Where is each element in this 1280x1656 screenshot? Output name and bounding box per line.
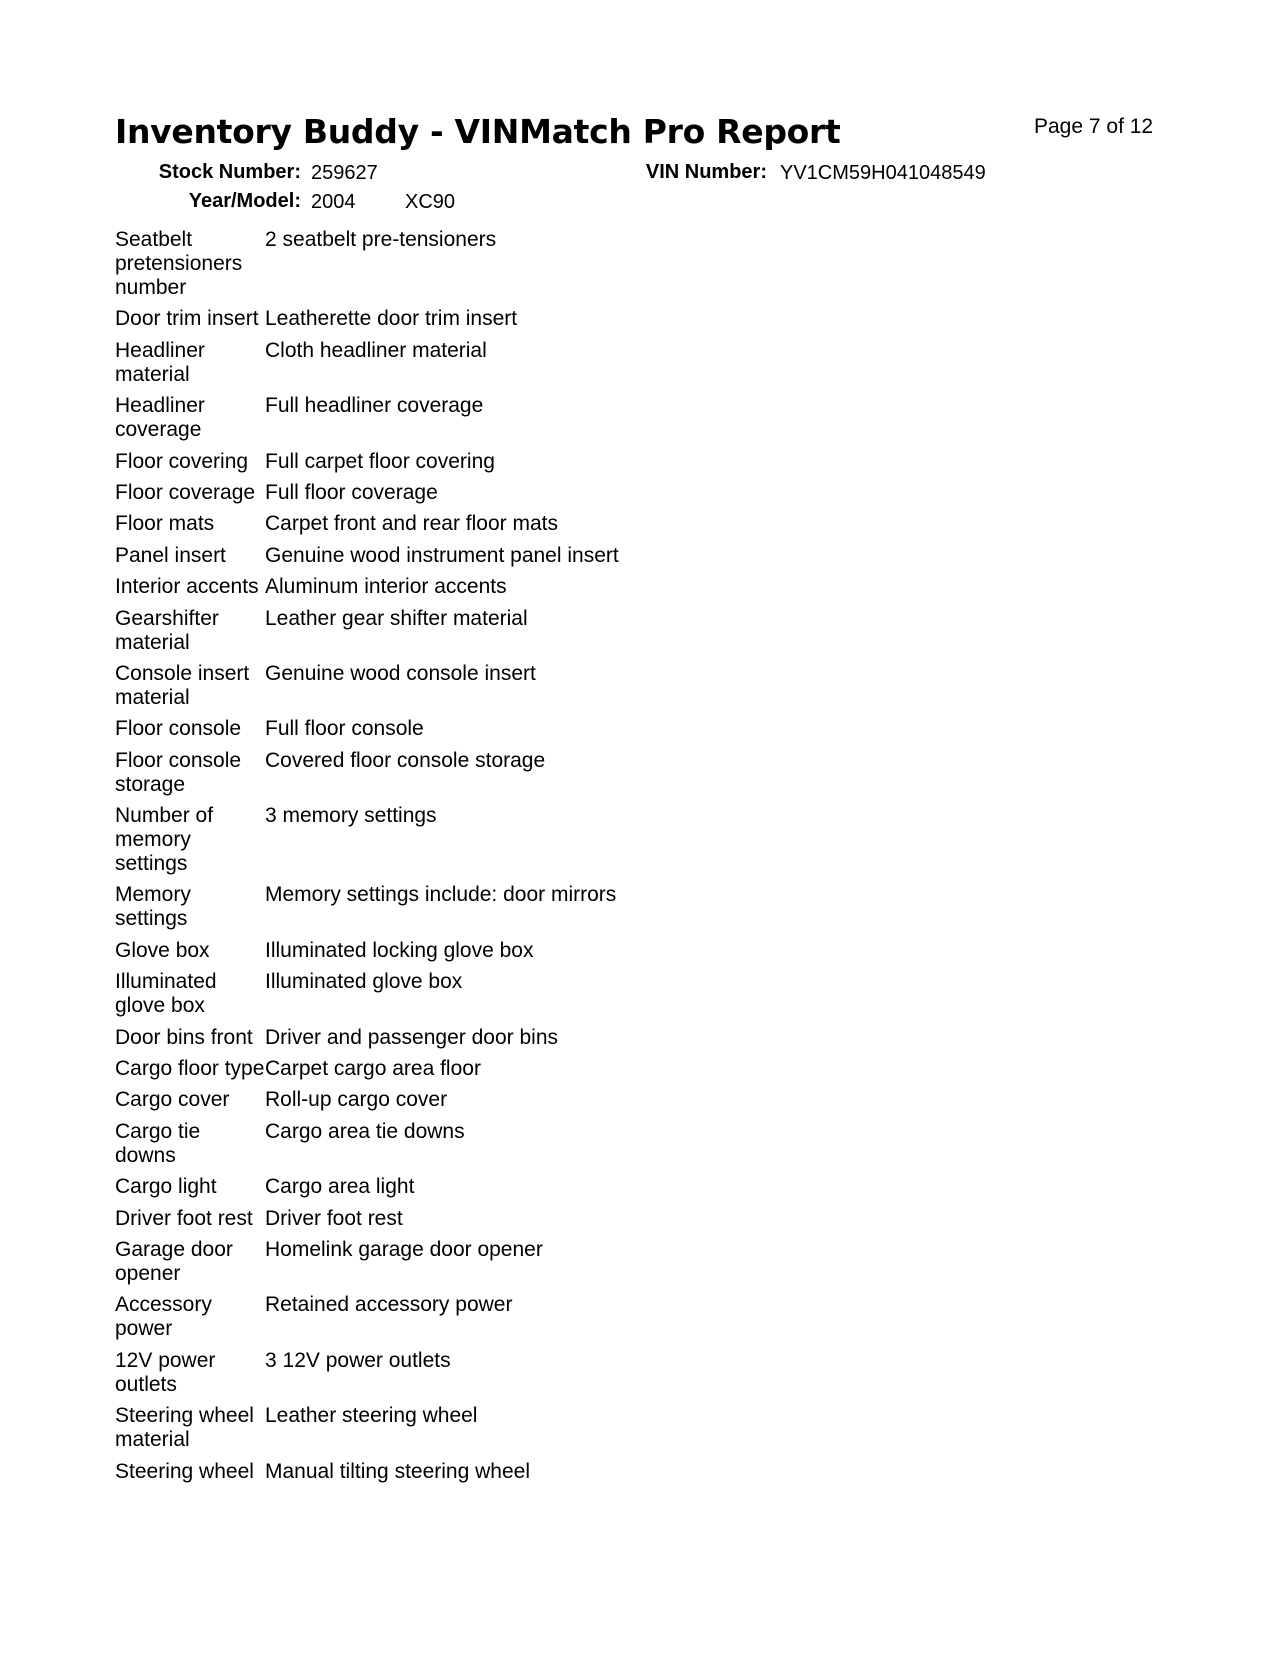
page-number: Page 7 of 12 [1034, 115, 1154, 138]
spec-value: Leatherette door trim insert [265, 307, 518, 331]
year-model-label: Year/Model: [188, 190, 301, 212]
spec-value: 2 seatbelt pre-tensioners [265, 228, 497, 251]
spec-value: Manual tilting steering wheel [265, 1459, 530, 1483]
spec-label: Floor console storage [115, 748, 242, 796]
spec-label: 12V power outlets [115, 1348, 216, 1396]
spec-value: Genuine wood console insert [265, 661, 536, 685]
spec-value: Driver foot rest [265, 1206, 403, 1230]
spec-label: Gearshifter material [115, 606, 219, 654]
spec-label: Cargo tie downs [115, 1119, 201, 1167]
spec-label: Interior accents [115, 575, 259, 599]
vin-number-label: VIN Number: [645, 161, 767, 183]
spec-value: Leather steering wheel [265, 1404, 478, 1428]
spec-value: Roll-up cargo cover [265, 1088, 448, 1112]
spec-label: Door trim insert [115, 307, 259, 331]
spec-row [115, 228, 619, 307]
spec-label: Memory settings [115, 883, 191, 931]
spec-label: Console insert material [115, 661, 250, 709]
spec-value: Memory settings include: door mirrors [265, 883, 617, 907]
spec-row [115, 481, 619, 512]
spec-label: Number of memory settings [115, 804, 214, 876]
spec-label: Floor console [115, 717, 242, 741]
spec-label: Headliner material [115, 338, 205, 386]
spec-value: Full floor coverage [265, 480, 438, 504]
spec-label: Panel insert [115, 543, 226, 567]
model-value: XC90 [405, 191, 456, 213]
spec-row [115, 339, 619, 394]
spec-row [115, 970, 619, 1025]
spec-value: Carpet cargo area floor [265, 1057, 481, 1081]
stock-number-label: Stock Number: [158, 161, 301, 183]
report-title: Inventory Buddy - VINMatch Pro Report [115, 112, 841, 151]
spec-value: Carpet front and rear floor mats [265, 512, 558, 536]
spec-row [115, 1207, 619, 1238]
spec-row [115, 1460, 619, 1491]
spec-value: Retained accessory power [265, 1293, 513, 1317]
spec-value: Cargo area tie downs [265, 1119, 465, 1143]
spec-row [115, 307, 619, 338]
spec-label: Accessory power [115, 1293, 212, 1341]
spec-row [115, 939, 619, 970]
spec-row [115, 1293, 619, 1348]
spec-label: Glove box [115, 938, 210, 962]
spec-row [115, 1404, 619, 1459]
spec-value: 3 12V power outlets [265, 1348, 451, 1372]
spec-label: Cargo floor type [115, 1057, 265, 1081]
spec-label: Driver foot rest [115, 1206, 253, 1230]
spec-value: Full headliner coverage [265, 394, 484, 418]
spec-value: Cargo area light [265, 1175, 415, 1199]
spec-row [115, 575, 619, 606]
spec-row [115, 804, 619, 883]
spec-label: Steering wheel [115, 1459, 254, 1483]
spec-value: Illuminated glove box [265, 970, 463, 994]
spec-row [115, 394, 619, 449]
spec-row [115, 717, 619, 748]
spec-value: Driver and passenger door bins [265, 1025, 558, 1049]
spec-label: Cargo light [115, 1175, 217, 1199]
spec-value: Cloth headliner material [265, 338, 487, 362]
spec-value: Genuine wood instrument panel insert [265, 543, 619, 567]
spec-row [115, 883, 619, 938]
spec-label: Cargo cover [115, 1088, 230, 1112]
spec-row [115, 512, 619, 543]
spec-row [115, 1057, 619, 1088]
spec-label: Headliner coverage [115, 394, 205, 442]
year-value: 2004 [311, 191, 356, 213]
stock-number-value: 259627 [311, 162, 378, 184]
spec-label: Garage door opener [115, 1237, 233, 1285]
spec-label: Floor coverage [115, 480, 256, 504]
spec-value: Leather gear shifter material [265, 606, 528, 630]
spec-value: Full carpet floor covering [265, 449, 495, 473]
spec-row [115, 1088, 619, 1119]
spec-row [115, 607, 619, 662]
spec-value: Illuminated locking glove box [265, 938, 534, 962]
spec-label: Illuminated glove box [115, 970, 217, 1018]
spec-table-body [115, 228, 619, 1491]
spec-row [115, 1238, 619, 1293]
spec-row [115, 662, 619, 717]
spec-row [115, 1120, 619, 1175]
spec-value: Covered floor console storage [265, 748, 546, 772]
spec-row [115, 1349, 619, 1404]
spec-label: Floor mats [115, 512, 215, 536]
spec-row [115, 749, 619, 804]
spec-label: Seatbelt pretensioners number [115, 228, 243, 299]
spec-label: Door bins front [115, 1025, 253, 1049]
spec-value: Aluminum interior accents [265, 575, 507, 599]
spec-value: 3 memory settings [265, 804, 437, 828]
spec-value: Full floor console [265, 717, 424, 741]
vin-number-value: YV1CM59H041048549 [780, 162, 986, 184]
spec-label: Floor covering [115, 449, 249, 473]
spec-row [115, 450, 619, 481]
spec-row [115, 544, 619, 575]
spec-table [115, 228, 619, 1491]
spec-value: Homelink garage door opener [265, 1237, 543, 1261]
spec-label: Steering wheel material [115, 1404, 254, 1452]
spec-row [115, 1175, 619, 1206]
spec-row [115, 1026, 619, 1057]
